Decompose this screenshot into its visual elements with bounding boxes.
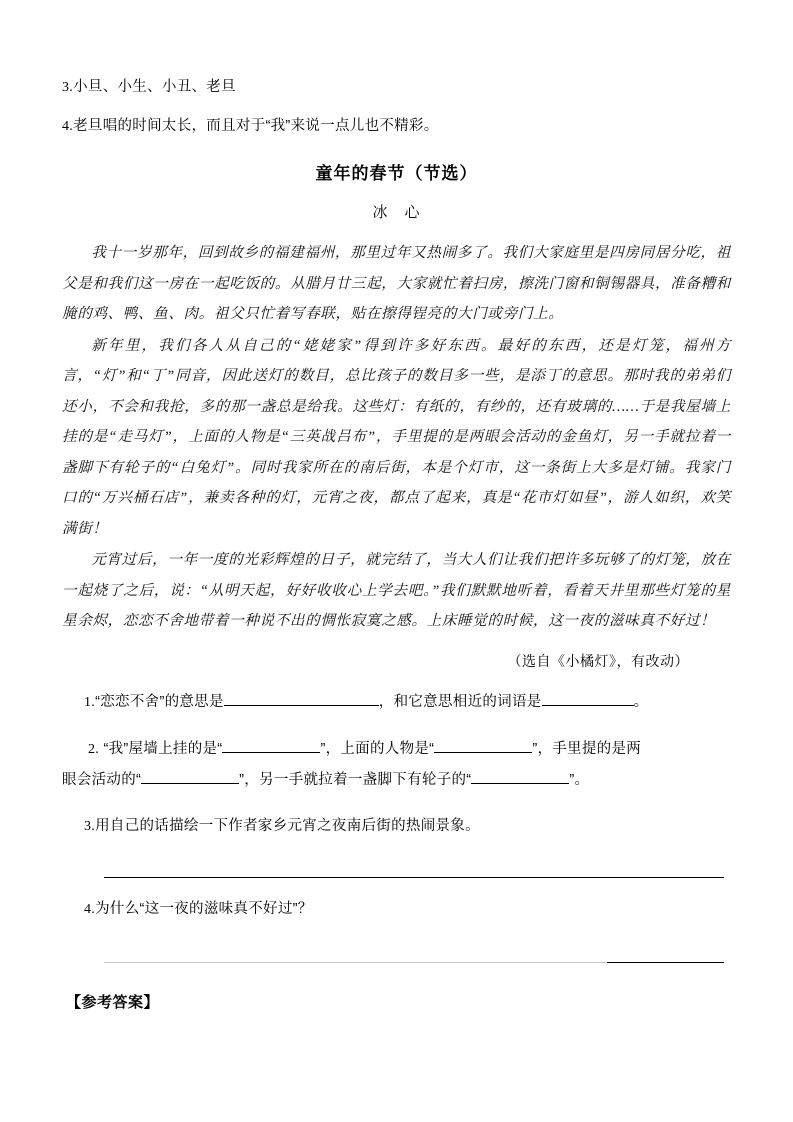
question-2-blank-4[interactable] <box>471 768 569 784</box>
article-paragraph: 新年里，我们各人从自己的“姥姥家”得到许多好东西。最好的东西，还是灯笼，福州方言，“灯”和“丁”同音，因此送灯的数目，总比孩子的数目多一些，是添丁的意思。那时我的弟弟们还小，不会和我抢，多的那一盏总是给我。这些灯：有纸的，有纱的，还有玻璃的……于是我屋墙上挂的是“走马灯”，上面的人物是“三英战吕布”，手里提的是两眼会活动的金鱼灯，另一手就拉着一盏脚下有轮子的“白兔灯”。同时我家所在的南后街，本是个灯市，这一条街上大多是灯铺。我家门口的“万兴桶石店”，兼卖各种的灯，元宵之夜，都点了起来，真是“花市灯如昼”，游人如织，欢笑满街！ <box>62 337 731 537</box>
question-2-text-4: 眼会活动的“ <box>62 771 142 788</box>
article-title: 童年的春节（节选） <box>315 164 478 184</box>
article-paragraph: 我十一岁那年，回到故乡的福建福州，那里过年又热闹多了。我们大家庭里是四房同居分吃，祖父是和我们这一房在一起吃饭的。从腊月廿三起，大家就忙着扫房，擦洗门窗和铜锡器具，准备糟和腌的鸡、鸭、鱼、肉。祖父只忙着写春联，贴在擦得锃亮的大门或旁门上。 <box>62 245 731 323</box>
question-4-text: 为什么“这一夜的滋味真不好过”？ <box>95 900 313 917</box>
question-4 <box>62 894 731 925</box>
answer-rule-segment-black <box>607 962 724 963</box>
question-2-text-3: ”，手里提的是两 <box>532 740 642 757</box>
question-3 <box>62 811 731 842</box>
article-paragraph: 元宵过后，一年一度的光彩辉煌的日子，就完结了，当大人们让我们把许多玩够了的灯笼，放在一起烧了之后，说：“从明天起，好好收收心上学去吧。”我们默默地听着，看着天井里那些灯笼的星星余烬，恋恋不舍地带着一种说不出的惆怅寂寞之感。上床睡觉的时候，这一夜的滋味真不好过！ <box>62 552 731 630</box>
carryover-answer-3 <box>62 0 731 99</box>
question-1-number: 1. <box>84 694 96 710</box>
question-2-text-2: ”，上面的人物是“ <box>320 740 435 757</box>
carryover-answer-4-number: 4. <box>62 118 74 134</box>
questions-section <box>62 687 731 963</box>
question-1-blank-1[interactable] <box>224 690 379 706</box>
question-2-line-2 <box>62 765 731 795</box>
answer-rule-segment <box>104 877 724 878</box>
question-4-number: 4. <box>84 901 96 917</box>
answer-rule-segment-gray <box>104 962 607 963</box>
question-3-text: 用自己的话描绘一下作者家乡元宵之夜南后街的热闹景象。 <box>95 817 480 834</box>
article-passage <box>62 238 731 637</box>
question-2-text-1: “我”屋墙上挂的是“ <box>103 740 223 757</box>
article-source-attribution: （选自《小橘灯》，有改动） <box>507 654 689 670</box>
question-2-line-1 <box>62 734 731 765</box>
carryover-answer-3-text: 小旦、小生、小丑、老旦 <box>73 79 236 95</box>
question-2-blank-1[interactable] <box>222 737 320 753</box>
question-3-answer-rule[interactable] <box>62 864 731 878</box>
question-2-text-5: ”，另一手就拉着一盏脚下有轮子的“ <box>239 771 472 788</box>
question-1 <box>62 687 731 718</box>
question-4-answer-rule[interactable] <box>62 949 731 963</box>
carryover-answer-3-number: 3. <box>62 80 74 95</box>
carryover-answer-4 <box>62 99 731 138</box>
question-2-blank-2[interactable] <box>434 737 532 753</box>
question-1-text-b: ，和它意思相近的词语是 <box>378 693 542 710</box>
question-1-text-a: “恋恋不舍”的意思是 <box>95 693 224 710</box>
question-3-number: 3. <box>84 818 96 834</box>
article-author: 冰 心 <box>372 205 421 222</box>
question-2-blank-3[interactable] <box>141 768 239 784</box>
answer-key-heading: 【参考答案】 <box>66 994 160 1011</box>
question-2-number: 2. <box>88 741 100 757</box>
question-1-text-c: 。 <box>633 693 649 710</box>
question-1-blank-2[interactable] <box>542 690 634 706</box>
carryover-answer-4-text: 老旦唱的时间太长，而且对于“我”来说一点儿也不精彩。 <box>73 117 439 134</box>
question-2-text-6: ”。 <box>569 771 590 788</box>
